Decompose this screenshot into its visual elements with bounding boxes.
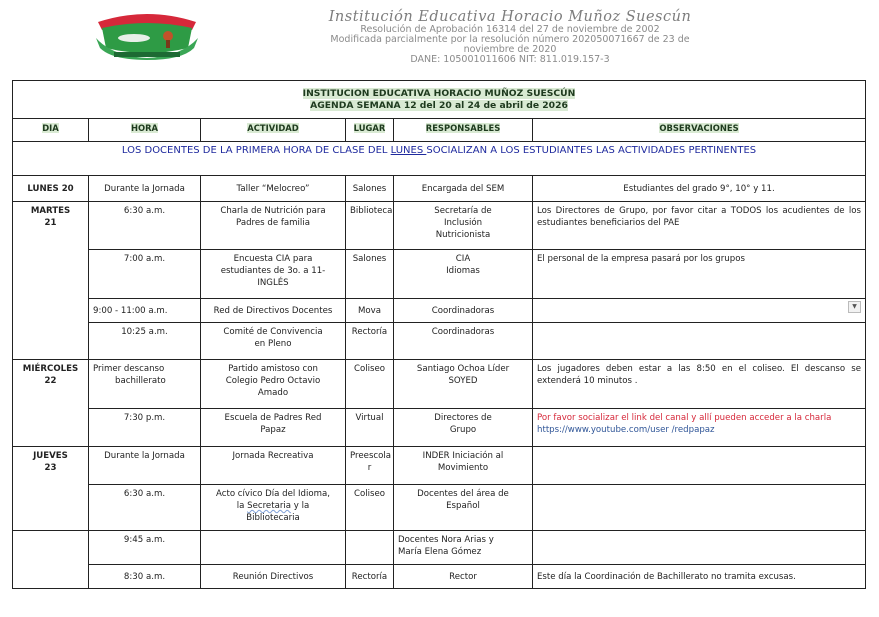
header-responsables: RESPONSABLES <box>425 123 501 133</box>
observations-cell: Este día la Coordinación de Bachillerato no tramita excusas. <box>533 565 866 589</box>
place-cell: Rectoría <box>346 323 394 360</box>
place-cell: Preescola r <box>346 447 394 485</box>
letterhead-modification: Modificada parcialmente por la resolución número 202050071667 de 23 de <box>330 34 690 45</box>
redpapaz-link[interactable]: https://www.youtube.com/user /redpapaz <box>537 425 715 435</box>
agenda-table <box>12 80 866 589</box>
header-dia: DIA <box>42 123 59 133</box>
responsible-cell: Rector <box>394 565 533 589</box>
observations-cell: Los jugadores deben estar a las 8:50 en el coliseo. El descanso se extenderá 10 minutos . <box>533 360 866 409</box>
letterhead-modification-date: noviembre de 2020 <box>463 44 557 55</box>
time-cell: Durante la Jornada <box>89 447 201 485</box>
table-title-row <box>13 81 866 119</box>
place-cell <box>346 531 394 565</box>
responsible-cell: Directores de Grupo <box>394 409 533 447</box>
header-hora: HORA <box>130 123 159 133</box>
responsible-cell: CIA Idiomas <box>394 250 533 299</box>
observations-cell: El personal de la empresa pasará por los grupos <box>533 250 866 299</box>
table-row <box>13 565 866 589</box>
activity-cell: Acto cívico Día del Idioma, la Secretaria y la Bibliotecaria <box>201 485 346 531</box>
time-cell: 6:30 a.m. <box>89 202 201 250</box>
time-cell: 7:00 a.m. <box>89 250 201 299</box>
observations-cell <box>533 447 866 485</box>
banner-row <box>13 142 866 176</box>
place-cell: Coliseo <box>346 485 394 531</box>
time-cell: 9:45 a.m. <box>89 531 201 565</box>
place-cell: Salones <box>346 176 394 202</box>
place-cell: Rectoría <box>346 565 394 589</box>
time-cell: 9:00 - 11:00 a.m. <box>89 299 201 323</box>
header-actividad: ACTIVIDAD <box>247 123 299 133</box>
table-row <box>13 323 866 360</box>
responsible-cell: Coordinadoras <box>394 323 533 360</box>
table-row <box>13 447 866 485</box>
time-cell: Durante la Jornada <box>89 176 201 202</box>
table-row <box>13 250 866 299</box>
observations-cell <box>533 409 866 447</box>
alert-text: Por favor socializar el link del canal y allí pueden acceder a la charla <box>537 413 832 423</box>
observations-cell <box>533 531 866 565</box>
place-cell: Coliseo <box>346 360 394 409</box>
header-observaciones: OBSERVACIONES <box>659 123 739 133</box>
table-row <box>13 202 866 250</box>
activity-cell: Jornada Recreativa <box>201 447 346 485</box>
place-cell: Biblioteca <box>346 202 394 250</box>
responsible-cell: Docentes del área de Español <box>394 485 533 531</box>
table-row <box>13 409 866 447</box>
dropdown-arrow-icon[interactable]: ▼ <box>848 301 861 313</box>
letterhead-title: Institución Educativa Horacio Muñoz Suescún <box>328 9 692 25</box>
day-cell: MARTES 21 <box>13 202 89 360</box>
school-logo <box>92 8 202 60</box>
header-lugar: LUGAR <box>353 123 386 133</box>
responsible-cell: Encargada del SEM <box>394 176 533 202</box>
observations-cell <box>533 485 866 531</box>
place-cell: Salones <box>346 250 394 299</box>
time-cell: 7:30 p.m. <box>89 409 201 447</box>
responsible-cell: Docentes Nora Arias y María Elena Gómez <box>394 531 533 565</box>
activity-cell: Charla de Nutrición para Padres de familia <box>201 202 346 250</box>
activity-cell: Comité de Convivencia en Pleno <box>201 323 346 360</box>
table-row <box>13 531 866 565</box>
header-row <box>13 119 866 142</box>
day-cell <box>13 531 89 589</box>
place-cell: Virtual <box>346 409 394 447</box>
day-cell: MIÉRCOLES 22 <box>13 360 89 447</box>
activity-cell <box>201 531 346 565</box>
day-cell: JUEVES 23 <box>13 447 89 531</box>
table-row <box>13 299 866 323</box>
teachers-notice: LOS DOCENTES DE LA PRIMERA HORA DE CLASE DEL LUNES SOCIALIZAN A LOS ESTUDIANTES LAS ACTIVIDADES PERTINENTES <box>13 142 866 176</box>
activity-cell: Taller “Melocreo” <box>201 176 346 202</box>
table-row <box>13 360 866 409</box>
time-cell: 10:25 a.m. <box>89 323 201 360</box>
letterhead-resolution: Resolución de Aprobación 16314 del 27 de noviembre de 2002 <box>360 24 660 35</box>
observations-cell <box>533 323 866 360</box>
table-row <box>13 485 866 531</box>
activity-cell: Encuesta CIA para estudiantes de 3o. a 11- INGLÉS <box>201 250 346 299</box>
institution-title: INSTITUCION EDUCATIVA HORACIO MUÑOZ SUESCÚN <box>302 87 576 99</box>
place-cell: Mova <box>346 299 394 323</box>
activity-cell: Red de Directivos Docentes <box>201 299 346 323</box>
activity-cell: Partido amistoso con Colegio Pedro Octavio Amado <box>201 360 346 409</box>
letterhead-dane-nit: DANE: 105001011606 NIT: 811.019.157-3 <box>410 54 610 65</box>
time-cell: 6:30 a.m. <box>89 485 201 531</box>
observations-cell: Los Directores de Grupo, por favor citar a TODOS los acudientes de los estudiantes beneficiarios del PAE <box>533 202 866 250</box>
table-row <box>13 176 866 202</box>
activity-cell: Reunión Directivos <box>201 565 346 589</box>
time-cell: 8:30 a.m. <box>89 565 201 589</box>
agenda-week-title: AGENDA SEMANA 12 del 20 al 24 de abril de 2026 <box>310 99 568 111</box>
responsible-cell: Secretaría de Inclusión Nutricionista <box>394 202 533 250</box>
responsible-cell: Santiago Ochoa Líder SOYED <box>394 360 533 409</box>
observations-cell <box>533 299 866 323</box>
letterhead <box>0 0 879 70</box>
day-cell: LUNES 20 <box>13 176 89 202</box>
responsible-cell: INDER Iniciación al Movimiento <box>394 447 533 485</box>
time-cell: Primer descanso bachillerato <box>89 360 201 409</box>
activity-cell: Escuela de Padres Red Papaz <box>201 409 346 447</box>
observations-cell: Estudiantes del grado 9°, 10° y 11. <box>533 176 866 202</box>
responsible-cell: Coordinadoras <box>394 299 533 323</box>
